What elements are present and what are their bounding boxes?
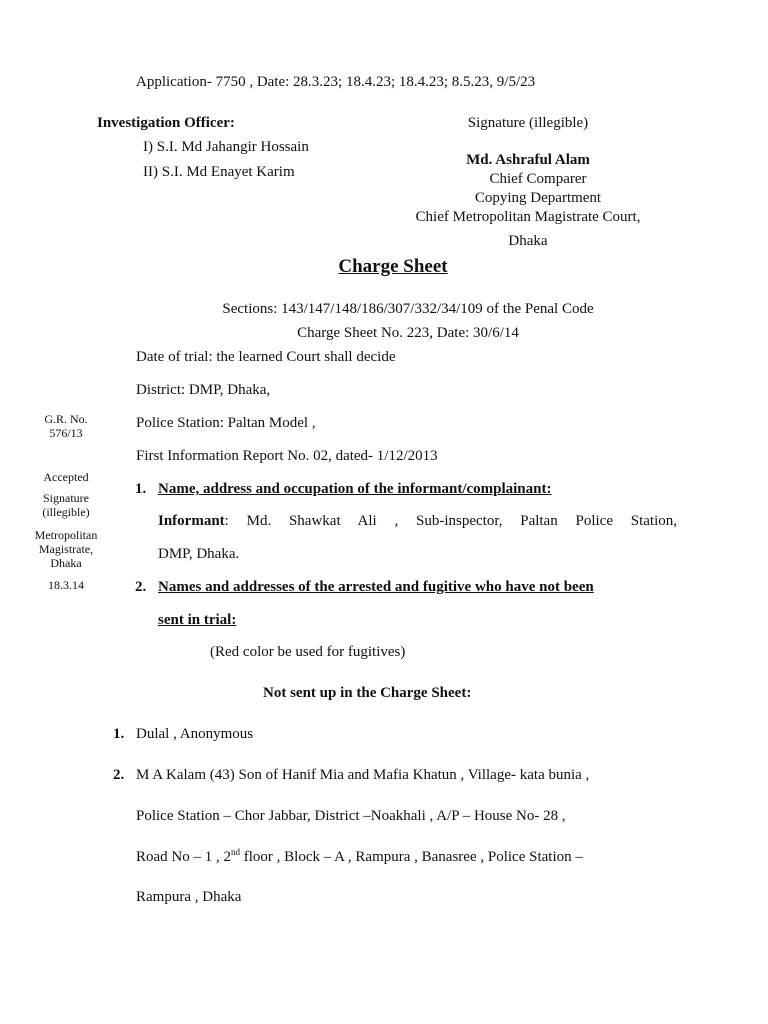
- signature-note: Signature (illegible): [467, 115, 589, 131]
- margin-signature: [22, 491, 110, 519]
- accused-2-line3-b: floor , Block – A , Rampura , Banasree , Police Station –: [240, 849, 583, 865]
- margin-gr-label: G.R. No.: [44, 412, 88, 426]
- margin-magistrate-line3: Dhaka: [50, 556, 82, 570]
- item-2-number: 2.: [135, 579, 147, 595]
- comparer-dept: Copying Department: [474, 190, 602, 206]
- margin-signature-label: Signature: [43, 491, 89, 505]
- police-station: Police Station: Paltan Model ,: [136, 415, 316, 431]
- informant-text: : Md. Shawkat Ali , Sub-inspector, Paltan Police Station,: [224, 513, 677, 529]
- accused-1-number: 1.: [113, 726, 125, 742]
- officer-2: II) S.I. Md Enayet Karim: [143, 164, 295, 180]
- comparer-title: Chief Comparer: [489, 171, 587, 187]
- date-of-trial: Date of trial: the learned Court shall decide: [136, 349, 396, 365]
- application-line: Application- 7750 , Date: 28.3.23; 18.4.23; 18.4.23; 8.5.23, 9/5/23: [136, 74, 536, 90]
- accused-2-line3-sup: nd: [231, 847, 240, 857]
- comparer-court: Chief Metropolitan Magistrate Court,: [415, 209, 641, 225]
- charge-sheet-no: Charge Sheet No. 223, Date: 30/6/14: [297, 325, 519, 341]
- margin-signature-note: (illegible): [42, 505, 90, 519]
- item-1-heading: Name, address and occupation of the informant/complainant:: [158, 481, 552, 497]
- district: District: DMP, Dhaka,: [136, 382, 271, 398]
- accused-2-line2: Police Station – Chor Jabbar, District –Noakhali , A/P – House No- 28 ,: [136, 808, 566, 824]
- margin-gr-value: 576/13: [49, 426, 83, 440]
- comparer-name: Md. Ashraful Alam: [466, 152, 590, 168]
- first-information-report: First Information Report No. 02, dated- 1/12/2013: [136, 448, 438, 464]
- margin-magistrate: [22, 528, 110, 570]
- margin-date: 18.3.14: [48, 578, 84, 592]
- page-title: Charge Sheet: [338, 256, 448, 277]
- margin-gr-no: [22, 412, 110, 440]
- investigation-officer-label: Investigation Officer:: [97, 115, 235, 131]
- informant-line: [158, 513, 677, 530]
- informant-cont: DMP, Dhaka.: [158, 546, 240, 562]
- officer-1: I) S.I. Md Jahangir Hossain: [143, 139, 309, 155]
- item-1-number: 1.: [135, 481, 147, 497]
- accused-1: Dulal , Anonymous: [136, 726, 254, 742]
- informant-label: Informant: [158, 513, 225, 529]
- accused-2-line3-a: Road No – 1 , 2: [136, 849, 231, 865]
- not-sent-heading: Not sent up in the Charge Sheet:: [263, 685, 472, 701]
- sections-line: Sections: 143/147/148/186/307/332/34/109 of the Penal Code: [222, 301, 594, 317]
- accused-2-line1: M A Kalam (43) Son of Hanif Mia and Mafia Khatun , Village- kata bunia ,: [136, 767, 590, 783]
- margin-magistrate-line1: Metropolitan: [34, 528, 98, 542]
- accused-2-number: 2.: [113, 767, 125, 783]
- item-2-heading-line1: Names and addresses of the arrested and fugitive who have not been: [158, 579, 594, 595]
- fugitive-note: (Red color be used for fugitives): [210, 644, 406, 660]
- accused-2-line3: [136, 849, 583, 866]
- margin-accepted: Accepted: [43, 470, 89, 484]
- margin-magistrate-line2: Magistrate,: [38, 542, 94, 556]
- comparer-city: Dhaka: [508, 233, 548, 249]
- item-2-heading-line2: sent in trial:: [158, 612, 237, 628]
- accused-2-line4: Rampura , Dhaka: [136, 889, 242, 905]
